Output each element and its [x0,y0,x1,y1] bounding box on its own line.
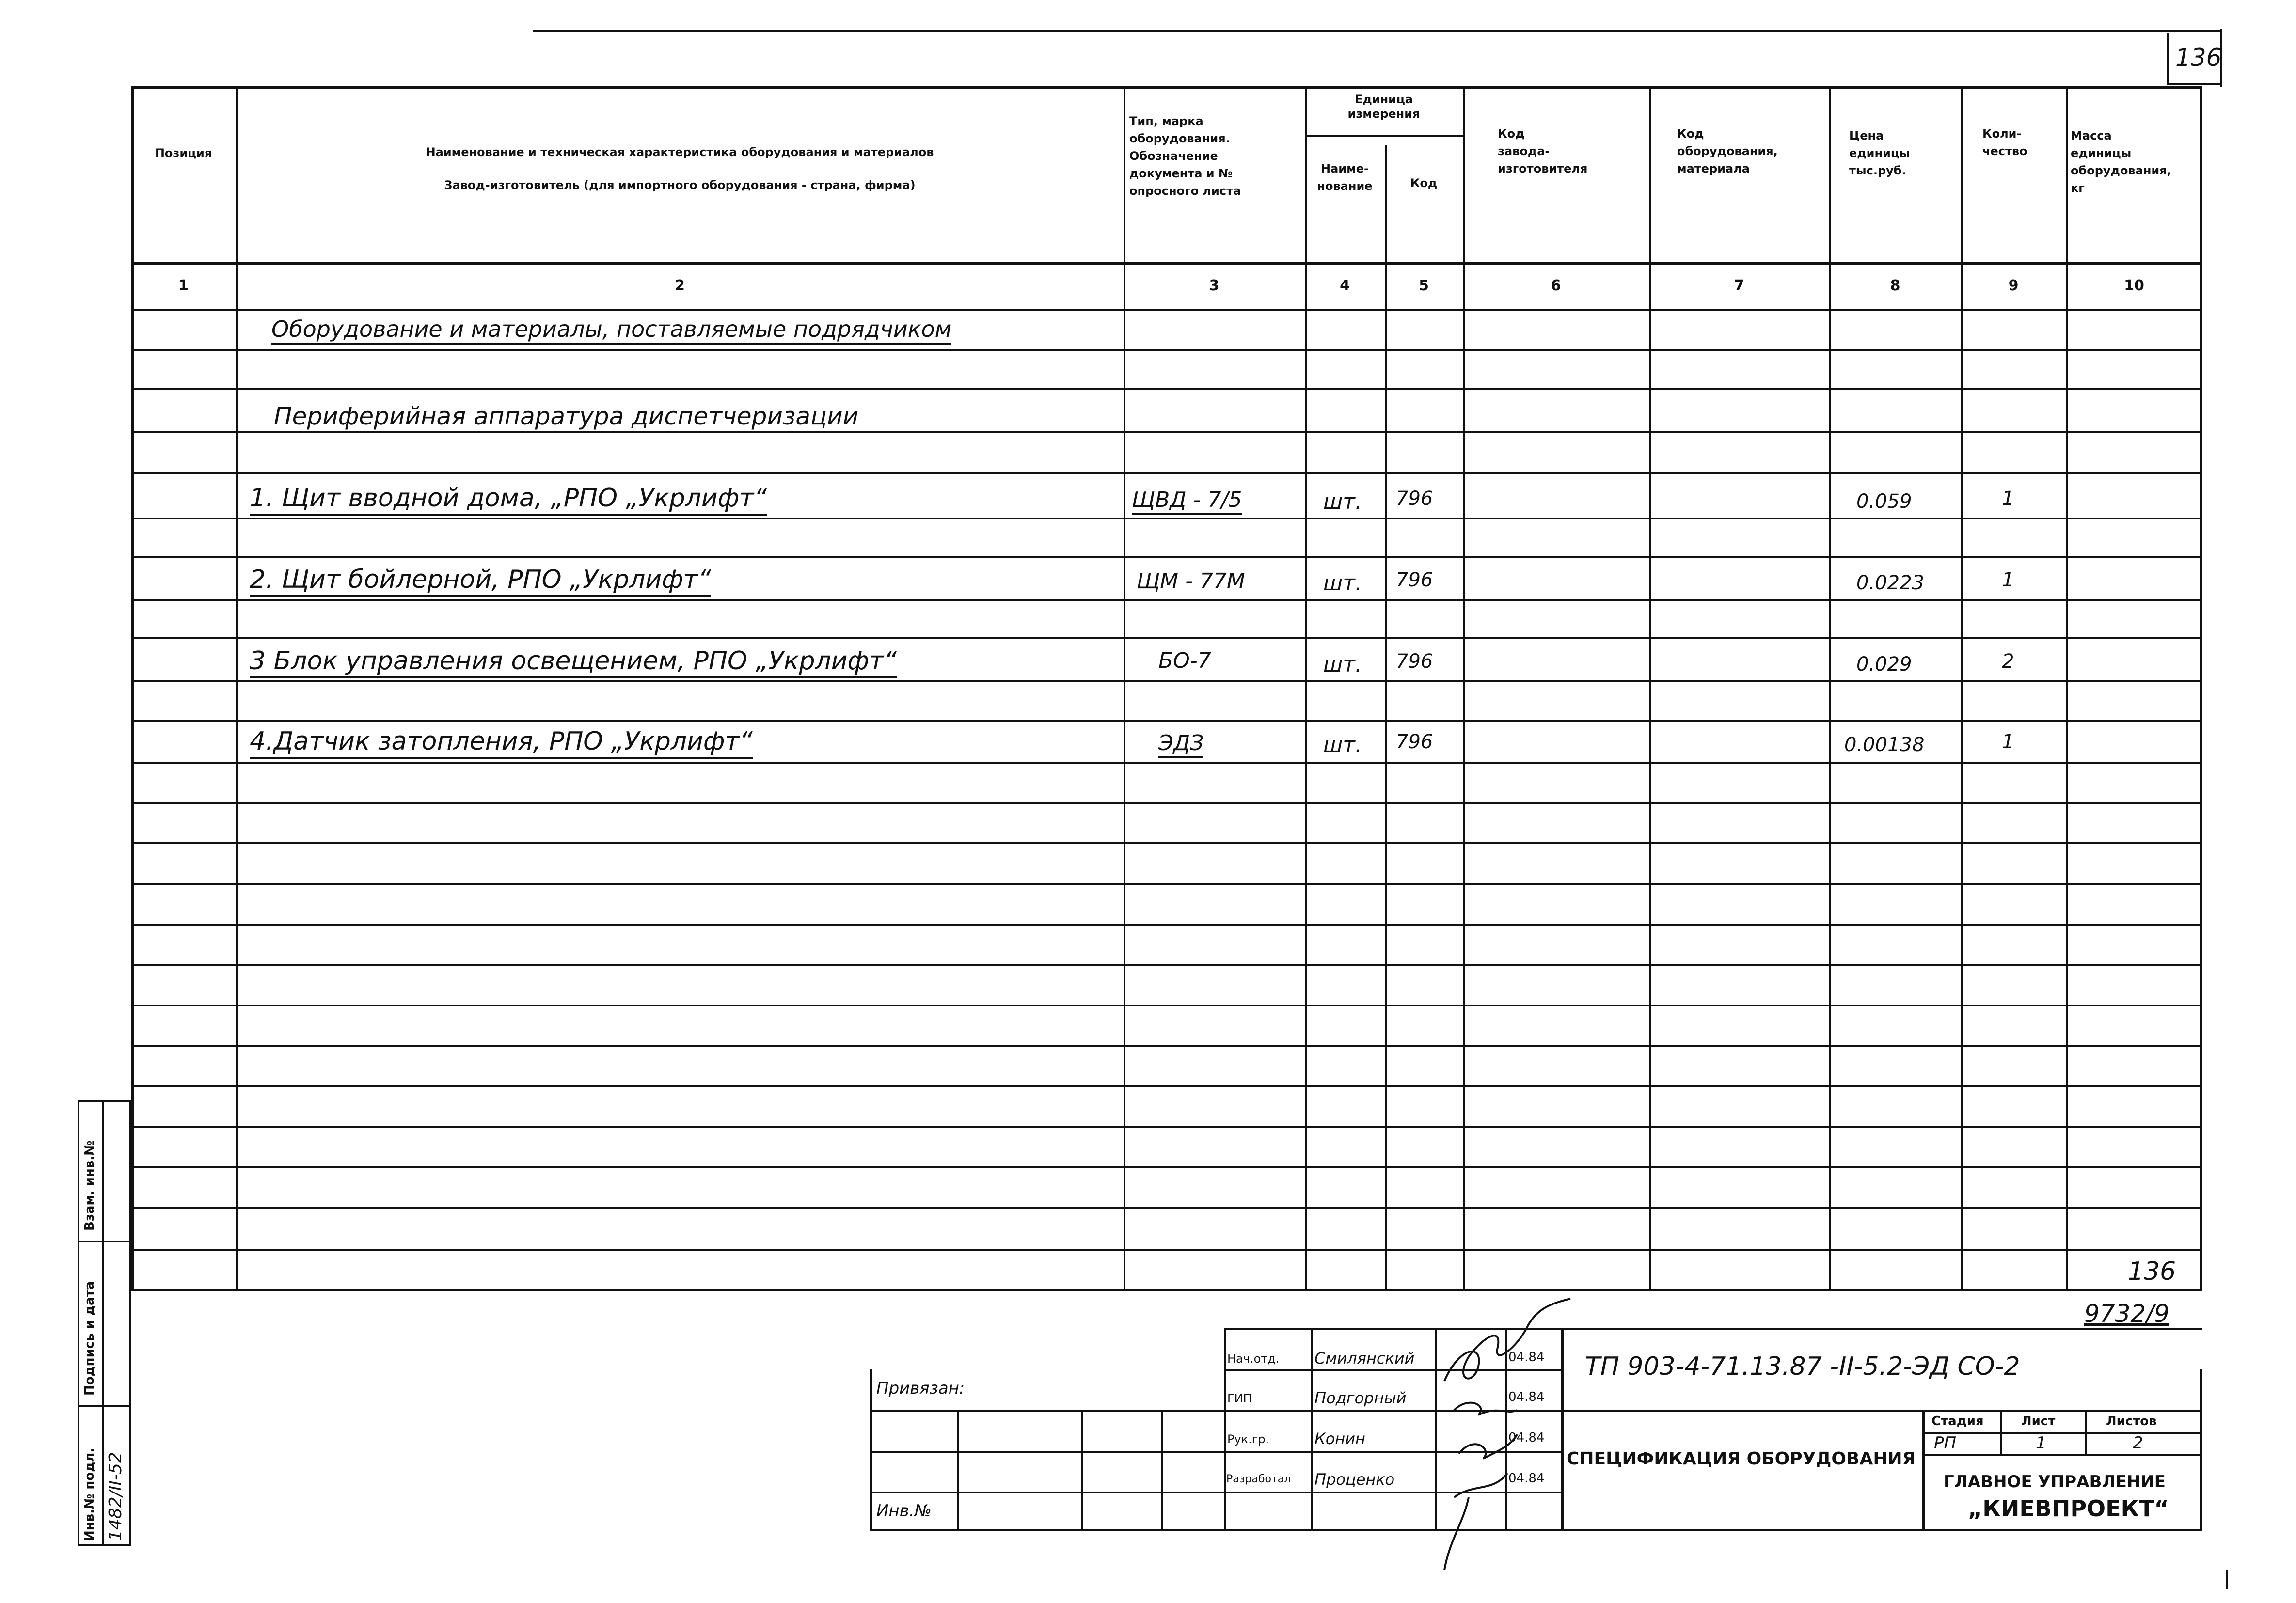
header-quantity: Коли- чество [1982,127,2027,158]
row-line [131,883,2202,885]
row-item-price: 0.00138 [1844,734,1925,756]
sheet-label: Лист [2021,1414,2056,1429]
bound-area-line [870,1451,1224,1453]
bound-label: Привязан: [876,1379,965,1398]
side-stamp-sign-label: Подпись и дата [82,1281,97,1396]
row-item-code: 796 [1396,569,1433,591]
signer-role: Нач.отд. [1227,1352,1280,1366]
doc-code: ТП 903-4-71.13.87 -II-5.2-ЭД СО-2 [1585,1352,2020,1381]
column-number: 1 [178,277,189,294]
signer-name: Смилянский [1314,1349,1415,1367]
col-line-7 [1829,86,1831,1291]
spec-table-frame [131,86,2202,1291]
row-line [131,680,2202,682]
unit-group-line [1305,135,1463,137]
row-item-unit: шт. [1323,733,1362,757]
col-line-6 [1649,86,1651,1291]
stage-col-line [2085,1410,2087,1454]
row-item-unit: шт. [1323,571,1362,596]
column-number: 6 [1551,277,1561,294]
side-stamp-replace-label: Взам. инв.№ [82,1140,97,1231]
row-line [131,599,2202,601]
row-line [131,762,2202,764]
row-line [131,802,2202,804]
row-line [131,1126,2202,1128]
section-heading-contractor: Оборудование и материалы, поставляемые подрядчиком [271,316,951,345]
row-item-name: 3 Блок управления освещением, РПО „Укрлифт“ [250,646,897,678]
org-line2: „КИЕВПРОЕКТ“ [1968,1495,2169,1522]
column-number: 4 [1340,277,1350,294]
column-number: 9 [2008,277,2019,294]
row-line [131,431,2202,433]
section-heading-dispatch: Периферийная аппаратура диспетчеризации [274,402,859,430]
header-name-line1: Наименование и техническая характеристика оборудования и материалов [426,145,934,159]
row-line [131,556,2202,558]
row-item-qty: 1 [2002,487,2014,510]
column-number: 5 [1419,277,1429,294]
signer-date: 04.84 [1508,1350,1545,1365]
org-line1: ГЛАВНОЕ УПРАВЛЕНИЕ [1944,1472,2166,1492]
stage-label: Стадия [1932,1414,1984,1429]
side-stamp-divider [102,1100,104,1546]
column-number: 8 [1890,277,1900,294]
signer-role: ГИП [1227,1392,1252,1405]
row-line [131,1005,2202,1006]
row-line [131,924,2202,926]
signer-date: 04.84 [1508,1390,1545,1404]
signer-role: Разработал [1226,1473,1291,1485]
row-line [131,1207,2202,1209]
header-type: Тип, марка оборудования. Обозначение документа и № опросного листа [1129,114,1241,198]
col-line-4 [1385,145,1387,1291]
sheets-label: Листов [2106,1414,2157,1429]
row-item-price: 0.059 [1856,490,1912,513]
signer-role: Рук.гр. [1227,1432,1269,1446]
header-equipment-code: Код оборудования, материала [1677,127,1778,175]
header-unit-group: Единица измерения [1347,93,1420,121]
row-line [131,1085,2202,1087]
bound-area-line [1081,1410,1083,1531]
col-line-1 [236,86,238,1291]
sheets-value: 2 [2133,1433,2143,1453]
row-item-name: 2. Щит бойлерной, РПО „Укрлифт“ [250,565,711,597]
row-item-type: ЩВД - 7/5 [1132,487,1242,515]
row-line [131,349,2202,351]
signer-name: Проценко [1314,1470,1395,1489]
column-number: 10 [2124,277,2144,294]
col-line-3 [1305,86,1307,1291]
sheet-value: 1 [2036,1433,2046,1453]
side-stamp-sep [78,1405,131,1407]
bound-area-line [870,1410,1224,1412]
header-name-line2: Завод-изготовитель (для импортного оборудования - страна, фирма) [444,178,916,192]
row-item-unit: шт. [1323,652,1362,677]
row-line [131,1249,2202,1251]
header-unit-price: Цена единицы тыс.руб. [1849,129,1910,177]
side-stamp-inv-value: 1482/II-52 [106,1452,126,1541]
signer-date: 04.84 [1508,1471,1545,1486]
header-factory-code: Код завода- изготовителя [1498,127,1588,175]
header-unit-name: Наиме- нование [1317,162,1373,193]
bound-area-line [1161,1410,1163,1531]
row-item-qty: 2 [2002,650,2014,673]
colnum-row-line [131,309,2202,311]
row-item-code: 796 [1396,650,1433,673]
page-bottom-number: 136 [2128,1257,2176,1286]
signer-name: Подгорный [1314,1389,1407,1407]
row-item-name: 1. Щит вводной дома, „РПО „Укрлифт“ [250,484,767,516]
row-line [131,1166,2202,1168]
signer-date: 04.84 [1508,1430,1545,1445]
row-line [131,388,2202,390]
row-item-qty: 1 [2002,731,2014,753]
row-item-type: ЭДЗ [1158,731,1203,758]
signature-marks [1425,1289,1599,1589]
row-item-type: ЩМ - 77М [1137,569,1245,594]
stage-line [1922,1432,2202,1434]
col-line-5 [1463,86,1465,1291]
column-number: 7 [1734,277,1744,294]
row-line [131,720,2202,722]
signer-name: Конин [1314,1430,1365,1448]
header-bottom-line [131,262,2202,265]
col-line-2 [1124,86,1125,1291]
bound-area-line [957,1410,959,1531]
stage-line [1922,1454,2202,1456]
row-line [131,518,2202,519]
doc-title: СПЕЦИФИКАЦИЯ ОБОРУДОВАНИЯ [1567,1449,1916,1469]
side-stamp-sep [78,1241,131,1242]
row-item-type: БО-7 [1158,648,1211,673]
stage-value: РП [1934,1433,1957,1453]
row-item-name: 4.Датчик затопления, РПО „Укрлифт“ [250,727,753,759]
row-line [131,1045,2202,1047]
row-item-price: 0.0223 [1856,572,1924,594]
top-frame-line [533,30,2220,32]
row-line [131,472,2202,474]
row-item-code: 796 [1396,487,1433,510]
signer-col-line [1311,1328,1313,1531]
row-line [131,964,2202,966]
title-block-top [1564,1328,2202,1330]
row-item-code: 796 [1396,731,1433,753]
col-line-8 [1961,86,1963,1291]
doc-number: 9732/9 [2084,1300,2169,1328]
row-line [131,842,2202,844]
col-line-9 [2066,86,2068,1291]
header-unit-code: Код [1410,176,1438,190]
row-item-price: 0.029 [1856,653,1912,676]
inv-number-label: Инв.№ [876,1501,932,1521]
right-edge-tick [2226,1570,2228,1589]
header-unit-mass: Масса единицы оборудования, кг [2071,129,2171,195]
row-line [131,637,2202,639]
bound-area-line [870,1492,1224,1493]
column-number: 3 [1209,277,1219,294]
row-item-unit: шт. [1323,489,1362,514]
sheet-number: 136 [2175,44,2222,72]
row-item-qty: 1 [2002,569,2014,591]
column-number: 2 [675,277,685,294]
stage-col-line [2000,1410,2002,1454]
side-stamp-inv-label: Инв.№ подл. [82,1447,97,1541]
header-position: Позиция [155,146,212,160]
